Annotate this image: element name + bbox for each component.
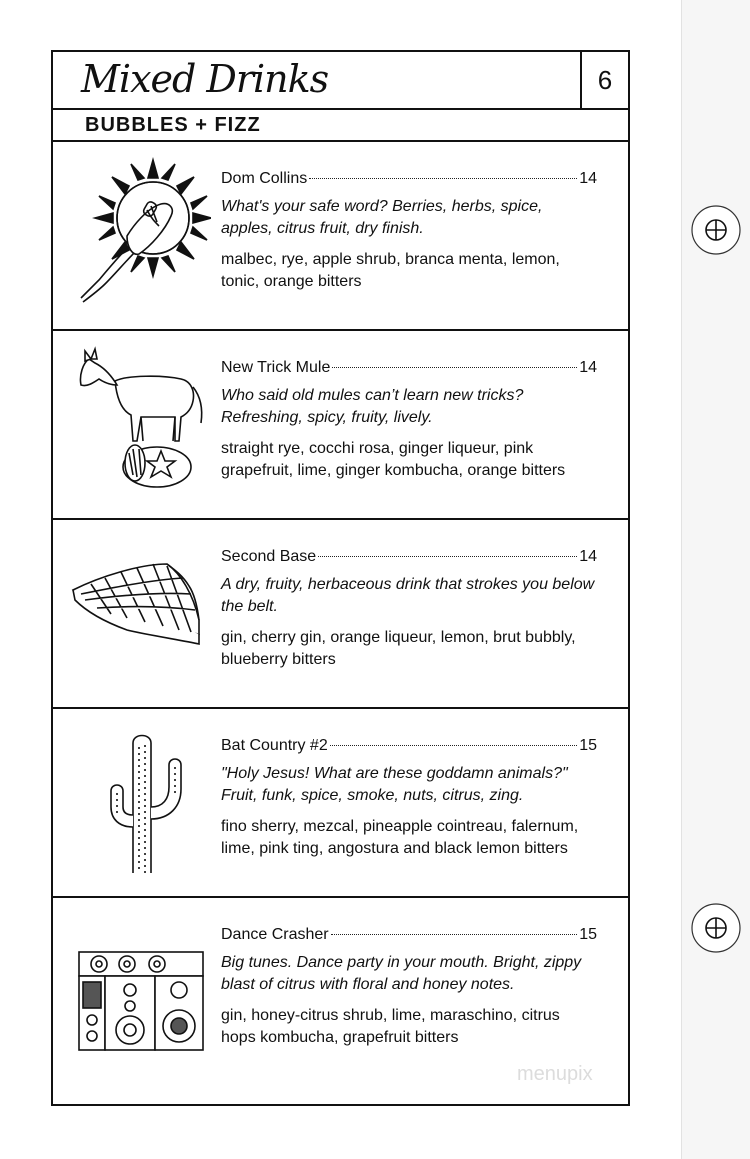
watermark: menupix	[517, 1063, 593, 1085]
item-tagline: "Holy Jesus! What are these goddamn animals?" Fruit, funk, spice, smoke, nuts, citrus, zing.	[221, 765, 568, 804]
page-number-cell	[580, 52, 628, 108]
title-row	[53, 52, 628, 110]
item-name: Bat Country #2	[221, 737, 328, 754]
item-name-line	[221, 735, 597, 757]
item-ingredients: gin, cherry gin, orange liqueur, lemon, brut bubbly, blueberry bitters	[221, 629, 576, 668]
item-price: 14	[579, 359, 597, 376]
binder-ring-icon	[690, 902, 742, 954]
item-ingredients: gin, honey-citrus shrub, lime, maraschino, citrus hops kombucha, grapefruit bitters	[221, 1007, 560, 1046]
dot-leader	[330, 745, 577, 746]
item-name-line	[221, 546, 597, 568]
item-text	[221, 546, 597, 671]
item-text	[221, 357, 597, 482]
menu-item-new-trick-mule	[53, 331, 628, 520]
item-price: 14	[579, 548, 597, 565]
item-name: Dom Collins	[221, 170, 308, 187]
item-text	[221, 168, 597, 293]
item-text	[221, 735, 597, 860]
dot-leader	[318, 556, 577, 557]
item-text	[221, 924, 597, 1049]
sun-hand-icon	[71, 156, 211, 306]
cactus-icon	[71, 723, 211, 873]
menu-page	[51, 50, 630, 1106]
binder-strip	[681, 0, 750, 1159]
menu-item-dance-crasher	[53, 898, 628, 1087]
item-name-line	[221, 924, 597, 946]
dot-leader	[331, 934, 578, 935]
item-price: 15	[579, 737, 597, 754]
menu-item-second-base	[53, 520, 628, 709]
mule-on-drum-icon	[71, 345, 211, 495]
page-title: Mixed Drinks	[81, 57, 329, 101]
menu-item-dom-collins	[53, 142, 628, 331]
item-name-line	[221, 168, 597, 190]
item-ingredients: malbec, rye, apple shrub, branca menta, lemon, tonic, orange bitters	[221, 251, 560, 290]
dot-leader	[309, 178, 577, 179]
item-name: Second Base	[221, 548, 317, 565]
pie-slice-icon	[71, 534, 211, 684]
item-tagline: A dry, fruity, herbaceous drink that strokes you below the belt.	[221, 576, 595, 615]
item-name: Dance Crasher	[221, 926, 329, 943]
item-ingredients: straight rye, cocchi rosa, ginger liqueur, pink grapefruit, lime, ginger kombucha, orange bitters	[221, 440, 566, 479]
item-tagline: Big tunes. Dance party in your mouth. Bright, zippy blast of citrus with floral and honey notes.	[221, 954, 582, 993]
section-title: BUBBLES + FIZZ	[85, 114, 261, 136]
speaker-stack-icon	[71, 912, 211, 1062]
item-name-line	[221, 357, 597, 379]
binder-ring-icon	[690, 204, 742, 256]
page-number: 6	[597, 65, 613, 95]
item-ingredients: fino sherry, mezcal, pineapple cointreau, falernum, lime, pink ting, angostura and black lemon bitters	[221, 818, 579, 857]
item-price: 14	[579, 170, 597, 187]
item-tagline: What's your safe word? Berries, herbs, spice, apples, citrus fruit, dry finish.	[221, 198, 543, 237]
item-price: 15	[579, 926, 597, 943]
item-name: New Trick Mule	[221, 359, 331, 376]
dot-leader	[332, 367, 577, 368]
menu-item-bat-country-2	[53, 709, 628, 898]
item-tagline: Who said old mules can’t learn new tricks? Refreshing, spicy, fruity, lively.	[221, 387, 524, 426]
section-header	[53, 108, 628, 142]
